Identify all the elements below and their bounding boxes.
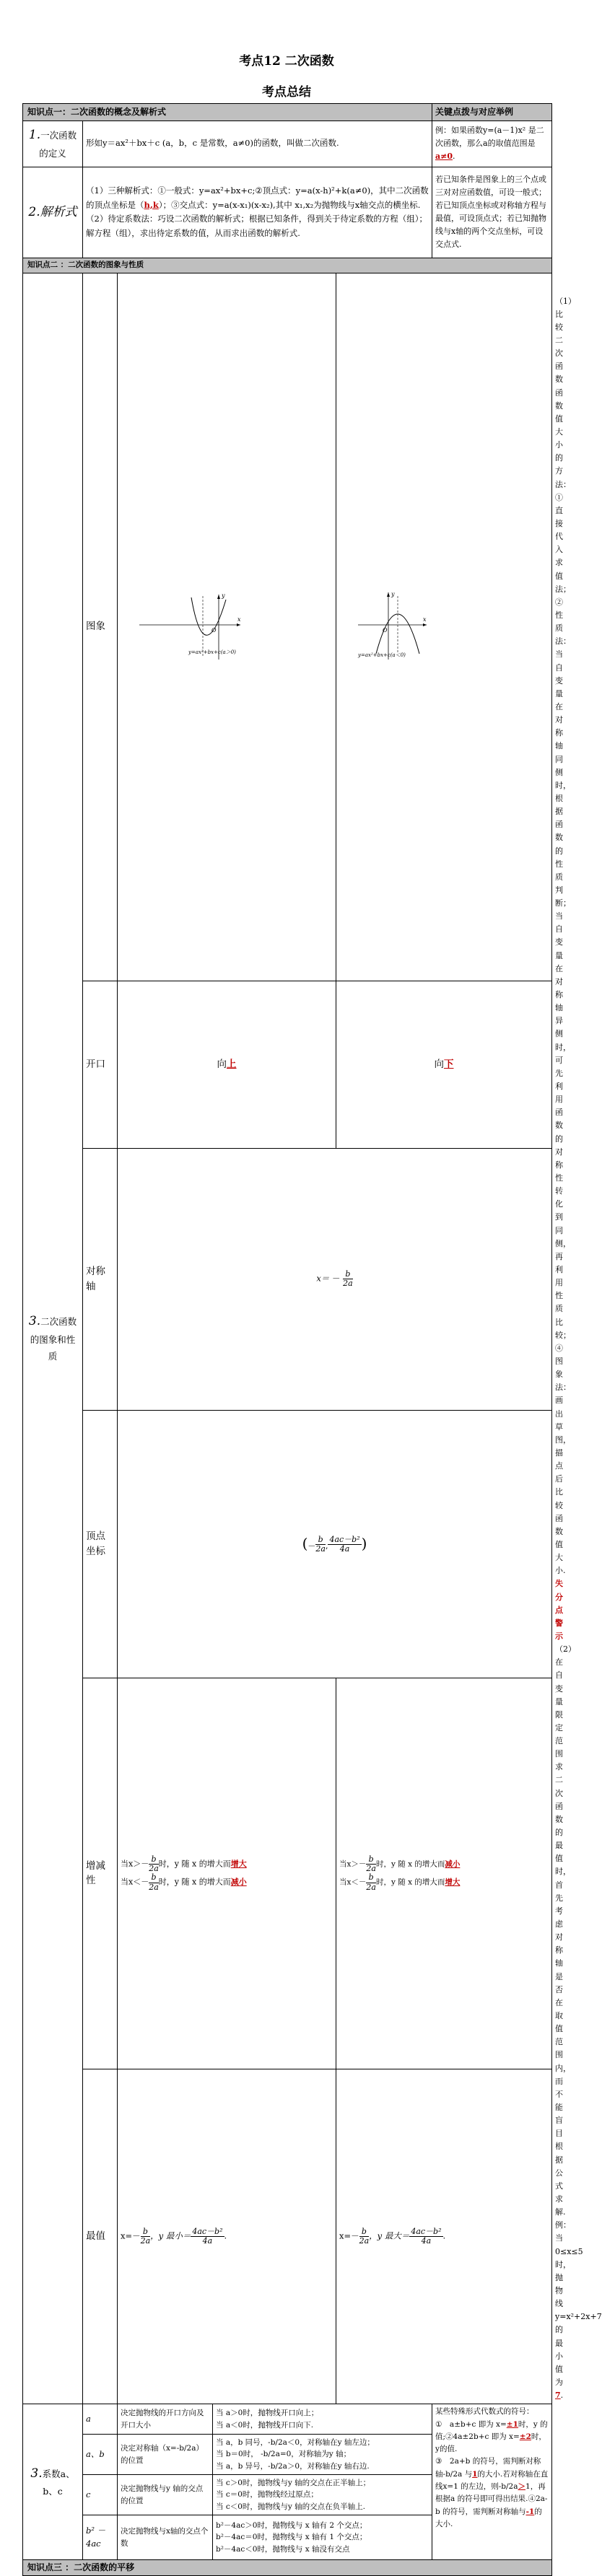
row-extreme-label: 最值 (83, 2069, 118, 2404)
section3-header: 知识点三 ：二次函数的平移 (23, 2560, 552, 2576)
page-title: 考点12 二次函数 (239, 54, 334, 69)
x-axis-arrow (423, 623, 427, 626)
caption-down: y=ax²+bx+c(a＜0) (358, 652, 406, 658)
y-label: y (222, 592, 225, 599)
definition-content: 形如y＝ax²＋bx＋c (a，b，c 是常数，a≠0)的函数，叫做二次函数. (83, 121, 432, 167)
caption-up: y=ax²+bx+c(a＞0) (188, 649, 236, 655)
coefficient-label: 3.系数a、b、c (23, 2404, 83, 2560)
row-open-label: 开口 (83, 981, 118, 1148)
coef-ab: a、b (83, 2435, 118, 2475)
coef-c-role: 决定抛物线与y 轴的交点的位置 (118, 2475, 213, 2515)
row-vertex-label: 顶点坐标 (83, 1410, 118, 1678)
coef-c: c (83, 2475, 118, 2515)
coef-a-desc: 当 a＞0时，抛物线开口向上； 当 a＜0时，抛物线开口向下. (213, 2404, 432, 2435)
vertex-formula: (－ $\frac{b}{2a}$ , $\frac{\text{4ac－b²}}{4a}$ ) (118, 1410, 552, 1678)
forms-tip: 若已知条件是图象上的三个点或三对对应函数值，可设一般式；若已知顶点坐标或对称轴方程与最值，可设顶点式；若已知抛物线与x轴的两个交点坐标，可设交点式. (432, 167, 552, 258)
y-axis-arrow (387, 592, 390, 597)
section2-header: 知识点二 ：二次函数的图象与性质 (23, 258, 552, 273)
extreme-upward: x=－ $\frac{b}{2a}$ ，y 最小＝ $\frac{\text{4ac－b²}}{4a}$ . (118, 2069, 336, 2404)
row-graph-label: 图象 (83, 273, 118, 981)
extreme-downward: x=－ $\frac{b}{2a}$ ，y 最大＝ $\frac{\text{4ac－b²}}{4a}$ . (336, 2069, 552, 2404)
key-points-header: 关键点拨与对应举例 (432, 104, 552, 121)
coef-a-role: 决定抛物线的开口方向及开口大小 (118, 2404, 213, 2435)
page-subtitle: 考点总结 (262, 85, 311, 100)
definition-example: 例：如果函数y=(a－1)x² 是二次函数，那么a的取值范围是 a≠0. (432, 121, 552, 167)
origin-label: O (211, 626, 217, 634)
graph-property-label: 3.二次函数的图象和性质 (23, 273, 83, 2404)
downward-parabola-figure (336, 582, 553, 668)
knowledge-table: 知识点一：二次函数的概念及解析式 关键点拨与对应举例 1.一次函数的定义 形如y＝ax²＋bx＋c (a，b，c 是常数，a≠0)的函数，叫做二次函数. 例：如果函数y=(a－1)x² 是二次函数，那么a的取值范围是 a≠0. 2.解析式 （1）三种解析式：①一般式：y=ax²+bx+c;②顶点式：y=a(x-h)²+k(a≠0)，其中二次函数的顶点坐标是（h,k）；③交点式：y=a(x-x₁)(x-x₂),其中 x₁,x₂为抛物线与x轴交点的横坐标. （2）待定系数法：巧设二次函数的解析式；根据已知条件，得到关于待定系数的方程（组）；解方程（组），求出待定系数的值，从而求出函数的解析式. 若已知条件是图象上的三个点或三对对应函数值，可设一般式；若已知顶点坐标或对称轴方程与最值，可设顶点式；若已知抛物线与x轴的两个交点坐标，可设交点式. 知识点二 ：二次函数的图象与性质 3.二次函数的图象和性质 图象 x y O y=ax²+bx+c(a＞0) x y O y=ax²+bx+c(a＜0) （1）比较二次函数函数值大小的方法：①直接代入求值法；②性质法：当自变量在对称轴同侧时，根据函数的性质判断；当自变量在对称轴异侧时，可先利用函数的对称性转化到同侧，再利用性质比较；④图象法：画出草图，描点后比较函数值大小. 失分点警示 （2）在自变量限定范围求二次函数的最值时，首先考虑对称轴是否在取值范围内，而不能盲目根据公式求解. 例：当 0≤x≤5 时，抛物线 y=x²+2x+7 的最小值为7. 开口 向上 向下 对称轴 x＝ － $\frac{b}{2a}$ 顶点坐标 (－ $\frac{b}{2a}$ , $\frac{\text{4ac－b²}}{4a}$ ) 增减性 当x＞－ $\frac{b}{2a}$ 时，y 随 x 的增大而增大 当x＜－ $\frac{b}{2a}$ 时，y 随 x 的增大而减小 当x＞－ $\frac{b}{2a}$ 时，y 随 x 的增大而减小 当x＜－ $\frac{b}{2a}$ 时，y 随 x 的增大而增大 最值 x=－ $\frac{b}{2a}$ ，y 最小＝ $\frac{\text{4ac－b²}}{4a}$ . x=－ $\frac{b}{2a}$ ，y 最大＝ $\frac{\text{4ac－b²}}{4a}$ . 3.系数a、b、c a 决定抛物线的开口方向及开口大小 当 a＞0时，抛物线开口向上； 当 a＜0时，抛物线开口向下. 某些特殊形式代数式的符号： ① a±b+c 即为 x=±1时，y 的值;②4a±2b+c 即为 x=±2时，y的值. ③ 2a+b 的符号，需判断对称轴-b/2a 与1的大小.若对称轴在直线x=1 的左边，则-b/2a＞1，再根据a 的符号即可得出结果.④2a-b 的符号，需判断对称轴与-1的大小. a、b 决定对称轴（x=-b/2a）的位置 当 a，b 同号，-b/2a＜0，对称轴在y 轴左边； 当 b＝0时， -b/2a=0，对称轴为y 轴； 当 a，b 异号，-b/2a＞0，对称轴在y 轴右边. c 决定抛物线与y 轴的交点的位置 当 c＞0时，抛物线与y 轴的交点在正半轴上； 当 c＝0时，抛物线经过原点； 当 c＜0时，抛物线与y 轴的交点在负半轴上. b² －4ac 决定抛物线与x轴的交点个数 b²－4ac＞0时，抛物线与 x 轴有 2 个交点； b²－4ac＝0时，抛物线与 x 轴有 1 个交点； b²－4ac＜0时，抛物线与 x 轴没有交点 知识点三 ：二次函数的平移 (22, 103, 552, 2576)
open-downward: 向下 (336, 981, 552, 1148)
coef-a: a (83, 2404, 118, 2435)
row-axis-label: 对称轴 (83, 1149, 118, 1411)
mono-upward: 当x＞－ $\frac{b}{2a}$ 时，y 随 x 的增大而增大 当x＜－ $\frac{b}{2a}$ 时，y 随 x 的增大而减小 (118, 1678, 336, 2069)
graph-downward (336, 273, 552, 981)
coef-discriminant-desc: b²－4ac＞0时，抛物线与 x 轴有 2 个交点； b²－4ac＝0时，抛物线与 x 轴有 1 个交点； b²－4ac＜0时，抛物线与 x 轴没有交点 (213, 2515, 432, 2560)
coef-ab-role: 决定对称轴（x=-b/2a）的位置 (118, 2435, 213, 2475)
parabola-up (191, 597, 226, 635)
coef-ab-desc: 当 a，b 同号，-b/2a＜0，对称轴在y 轴左边； 当 b＝0时， -b/2a=0，对称轴为y 轴； 当 a，b 异号，-b/2a＞0，对称轴在y 轴右边. (213, 2435, 432, 2475)
coef-discriminant-role: 决定抛物线与x轴的交点个数 (118, 2515, 213, 2560)
y-label: y (391, 590, 395, 597)
forms-content: （1）三种解析式：①一般式：y=ax²+bx+c;②顶点式：y=a(x-h)²+k(a≠0)，其中二次函数的顶点坐标是（h,k）；③交点式：y=a(x-x₁)(x-x₂),其中 x₁,x₂为抛物线与x轴交点的横坐标. （2）待定系数法：巧设二次函数的解析式；根据已知条件，得到关于待定系数的方程（组）；解方程（组），求出待定系数的值，从而求出函数的解析式. (83, 167, 432, 258)
y-axis-arrow (217, 595, 220, 599)
fraction-b-2a: $\frac{b}{2a}$ (343, 1269, 353, 1289)
x-label: x (237, 615, 241, 623)
axis-formula: x＝ － $\frac{b}{2a}$ (118, 1149, 552, 1411)
x-label: x (423, 615, 427, 623)
graph-upward (118, 273, 336, 981)
coef-discriminant: b² －4ac (83, 2515, 118, 2560)
mono-downward: 当x＞－ $\frac{b}{2a}$ 时，y 随 x 的增大而减小 当x＜－ $\frac{b}{2a}$ 时，y 随 x 的增大而增大 (336, 1678, 552, 2069)
open-upward: 向上 (118, 981, 336, 1148)
forms-label: 2.解析式 (23, 167, 83, 258)
coef-c-desc: 当 c＞0时，抛物线与y 轴的交点在正半轴上； 当 c＝0时，抛物线经过原点； 当 c＜0时，抛物线与y 轴的交点在负半轴上. (213, 2475, 432, 2515)
section1-header: 知识点一：二次函数的概念及解析式 (23, 104, 432, 121)
origin-label: O (383, 626, 388, 634)
x-axis-arrow (237, 623, 240, 626)
special-forms-tips: 某些特殊形式代数式的符号： ① a±b+c 即为 x=±1时，y 的值;②4a±2b+c 即为 x=±2时，y的值. ③ 2a+b 的符号，需判断对称轴-b/2a 与1的大小.若对称轴在直线x=1 的左边，则-b/2a＞1，再根据a 的符号即可得出结果.④2a-b 的符号，需判断对称轴与-1的大小. (432, 2404, 552, 2560)
row-mono-label: 增减性 (83, 1678, 118, 2069)
definition-label: 1.一次函数的定义 (23, 121, 83, 167)
upward-parabola-figure (118, 582, 334, 668)
